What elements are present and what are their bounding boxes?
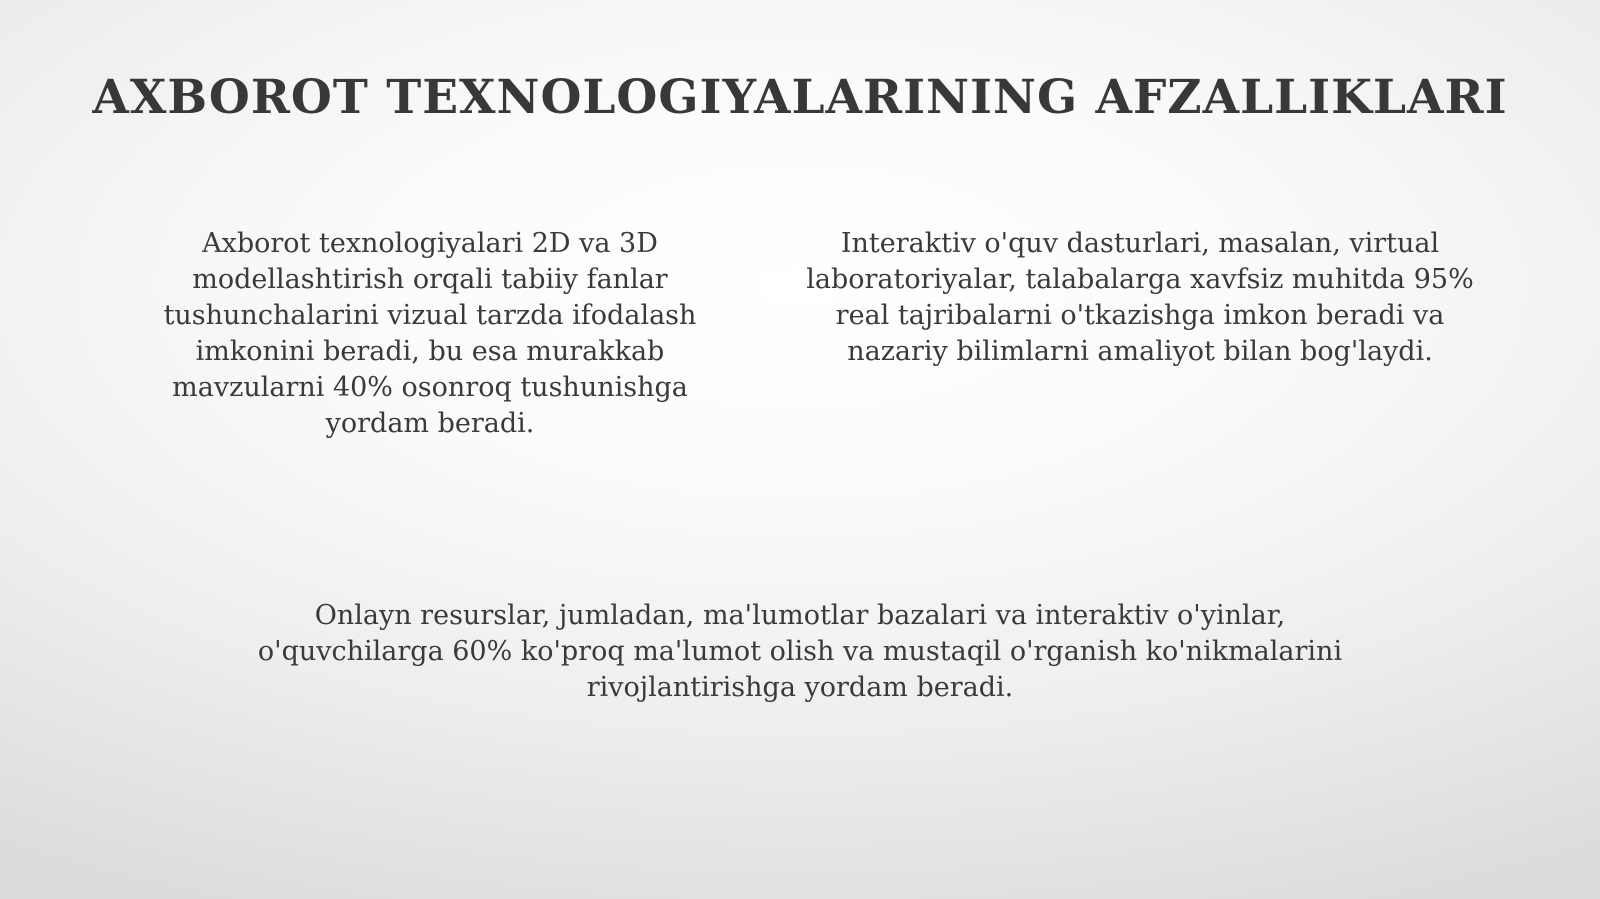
paragraph-online-resources: Onlayn resurslar, jumladan, ma'lumotlar bazalari va interaktiv o'yinlar, o'quvchilarga 60% ko'proq ma'lumot olish va mustaqil o'rganish ko'nikmalarini rivojlantirishga yordam beradi.	[257, 600, 1343, 703]
slide-title: AXBOROT TEXNOLOGIYALARINING AFZALLIKLARI	[92, 70, 1508, 125]
paragraph-3d-modelling: Axborot texnologiyalari 2D va 3D modellashtirish orqali tabiiy fanlar tushunchalarini vizual tarzda ifodalash imkonini beradi, bu esa murakkab mavzularni 40% osonroq tushunishga yordam beradi.	[163, 228, 697, 439]
paragraph-virtual-labs: Interaktiv o'quv dasturlari, masalan, virtual laboratoriyalar, talabalarga xavfsiz muhitda 95% real tajribalarni o'tkazishga imkon beradi va nazariy bilimlarni amaliyot bilan bog'laydi.	[806, 228, 1474, 367]
